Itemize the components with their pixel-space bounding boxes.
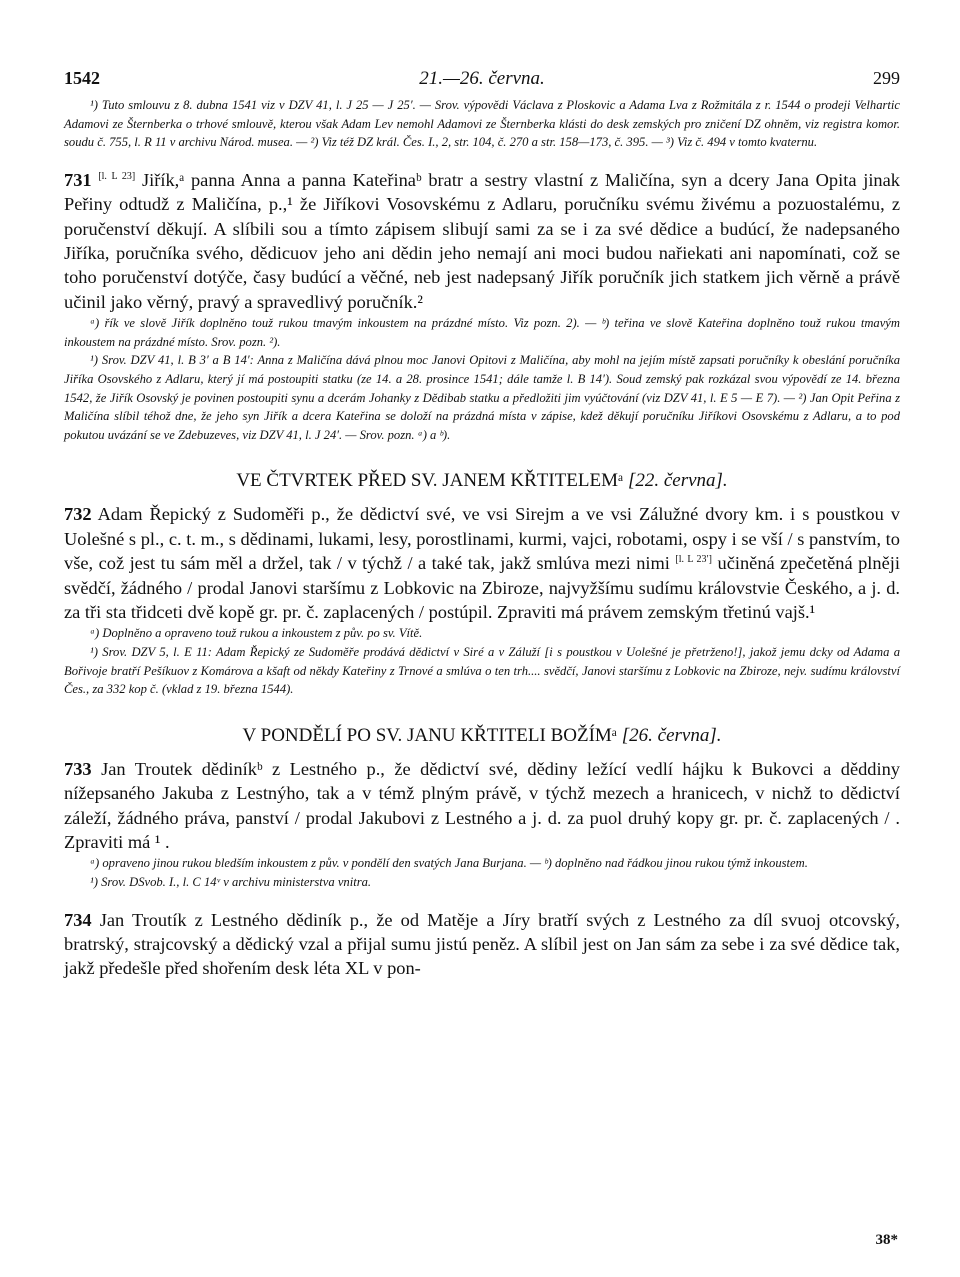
- textual-note: ᵃ) opraveno jinou rukou bledším inkoustem z pův. v pondělí den svatých Jana Burjana. — ᵇ) doplněno nad řádkou jinou rukou týmž inkoustem.: [90, 856, 808, 871]
- date-heading-22: [64, 470, 900, 492]
- entry-732: [64, 502, 900, 698]
- date-heading-26: [64, 725, 900, 747]
- entry-body: Jiřík,ᵃ panna Anna a panna Kateřinaᵇ bratr a sestry vlastní z Maličína, syn a dcery Jana Opita jinak Peřiny odtudž z Maličína, p.,¹ že Jiříkovi Vosovskému z Adlaru, poručníku svému živému a pozuostalému, z poručenství děkují. A slíbili sou a tímto zápisem slibují sami za se i za své dědice a budúcí, že nadepsaného Jiříka, poručníka svého, dědicuov jeho ani dědin jeho nemají ani moci budou nařiekati ani napomínati, což se toho poručenství dotýče, časy budúcí a věčné, neb jest nadepsaný Jiřík poručník jich statkem jich věrně a právě učinil jako věrný, pravý a spravedlivý poručník.²: [64, 169, 900, 312]
- heading-date: [26. června].: [621, 724, 722, 746]
- entry-734-text: [64, 908, 900, 981]
- entry-number: 733: [64, 758, 92, 779]
- textual-note: ᵃ) Doplněno a opraveno touž rukou a inkoustem z pův. po sv. Vítě.: [90, 626, 423, 641]
- signature-mark: 38*: [875, 1232, 898, 1248]
- running-header: [64, 62, 900, 96]
- entry-number: 734: [64, 909, 92, 930]
- entry-body: Jan Troutek dědiníkᵇ z Lestného p., že dědictví své, dědiny ležící vedlí hájku k Bukovci a děddiny nížepsaného Jakuba z Lestnýho, tak a v témž plným právě, v týchž mezech a hranicech, v nichž to dědictví záleží, žádného práva, panství / prodal Jakubovi z Lestného a j. d. za puol druhý kopy gr. pr. č. zaplacených / . Zpraviti má ¹ .: [64, 758, 900, 852]
- footnotes-previous-entry: ¹) Tuto smlouvu z 8. dubna 1541 viz v DZV 41, l. J 25 — J 25′. — Srov. výpovědi Václava z Ploskovic a Adama Lva z Rožmitála z r. 1544 o prodeji Velhartic Adamovi ze Šternberka o trhové smlouvě, kterou však Adam Lev nemohl Adamovi ze Šternberka klásti do desk zemských pro zničení DZ ohněm, viz registra komor. soudu č. 755, l. R 11 v archivu Národ. musea. — ²) Viz též DZ král. Čes. I., 2, str. 104, č. 270 a str. 158—173, č. 395. — ³) Viz č. 494 v tomto kvaternu.: [64, 98, 900, 150]
- year-label: 1542: [64, 68, 100, 88]
- entry-number: 732: [64, 504, 92, 525]
- explanatory-note: ¹) Srov. DZV 5, l. E 11: Adam Řepický ze Sudoměře prodává dědictví v Siré a v Záluží [i s poustkou v Uolešné je přetrženo!], jakož jemu dcky od Adama a Bořivoje bratří Pešíkuov z Komárova a kšaft od někdy Kateřiny z Trnové a smlúva o ten trh.... svědčí, Janovi staršímu z Lobkovic na Zbiroze, nejv. sudímu království Čes., za 332 kop č. (vklad z 19. března 1544).: [64, 645, 900, 697]
- entry-733: [64, 757, 900, 892]
- entry-732-text: [64, 502, 900, 624]
- page-number: 299: [873, 68, 900, 88]
- heading-title: V PONDĚLÍ PO SV. JANU KŘTITELI BOŽÍMᵃ: [242, 724, 617, 746]
- entry-number: 731: [64, 169, 92, 190]
- explanatory-note: ¹) Srov. DZV 41, l. B 3′ a B 14′: Anna z Maličína dává plnou moc Janovi Opitovi z Maličína, aby mohl na jejím místě zapsati poručníky k obeslání poručníka Jiříka Osovského z Adlaru, který jí má postoupiti statku (ze 14. a 28. prosince 1541; dále tamže l. B 14′). Soud zemský pak rozkázal svou výpovědí ze 14. března 1542, že Jiřík Osovský je povinen postoupiti synu a dcerám Johanky z Dědibab statku a předložiti jim vyúčtování (viz DZV 41, l. E 5 — E 7). — ²) Jan Opit Peřina z Maličína slíbil téhož dne, že jeho syn Jiřík a dcera Kateřina se doloží na prázdná místa v zápise, kdež děkují poručníku Jiříkovi Osovskému z Adlaru, a to pod pokutou uvázání se ve Zdebuzeves, viz DZV 41, l. J 24′. — Srov. pozn. ᵃ) a ᵇ).: [64, 353, 900, 442]
- entry-body-part-2: učiněná zpečetěná plněji svědčí, žádného / prodal Janovi staršímu z Lobkovic na Zbiroze, najvyžšímu sudímu královstvie Českého, a j. d. za tři sta třidceti dvě kopě gr. pr. č. zaplacených / postúpil. Zpraviti má právem zemským třetinú vajš.¹: [64, 553, 900, 622]
- entry-734: [64, 908, 900, 981]
- document-page: [64, 62, 900, 981]
- textual-note: ᵃ) řík ve slově Jiřík doplněno touž rukou tmavým inkoustem na prázdné místo. Viz pozn. 2). — ᵇ) teřina ve slově Kateřina doplněno touž rukou tmavým inkoustem na prázdné místo. Srov. pozn. ²).: [64, 316, 900, 349]
- heading-date: [22. června].: [627, 470, 728, 492]
- date-range-title: 21.—26. června.: [419, 68, 545, 89]
- folio-reference: [l. L 23]: [98, 170, 136, 182]
- folio-reference: [l. L 23′]: [675, 554, 713, 566]
- entry-731: [64, 168, 900, 445]
- entry-731-text: [64, 168, 900, 314]
- entry-body-part-1: Adam Řepický z Sudoměři p., že dědictví své, ve vsi Sirejm a ve vsi Zálužné dvory km. i s poustkou v Uolešné s pl., c. t. m., s dědinami, lukami, lesy, porostlinami, kurmi, vajci, robotami, ospy i se vší / s panstvím, to vše, což jest tu sám měl a držel, tak / v týchž / a také tak, jakž smlúva mezi nimi: [64, 504, 900, 574]
- entry-733-text: [64, 757, 900, 855]
- entry-body: Jan Troutík z Lestného dědiník p., že od Matěje a Jíry bratří svých z Lestného za díl svuoj otcovský, bratrský, strajcovský a dědický vzal a přijal sumu jistú peněz. A slíbil jest on Jan sám za sebe i za své dědice tak, jakž předešle před shořením desk léta XL v pon-: [64, 909, 900, 979]
- explanatory-note: ¹) Srov. DSvob. I., l. C 14ᵛ v archivu ministerstva vnitra.: [90, 875, 372, 889]
- heading-title: VE ČTVRTEK PŘED SV. JANEM KŘTITELEMᵃ: [236, 470, 624, 492]
